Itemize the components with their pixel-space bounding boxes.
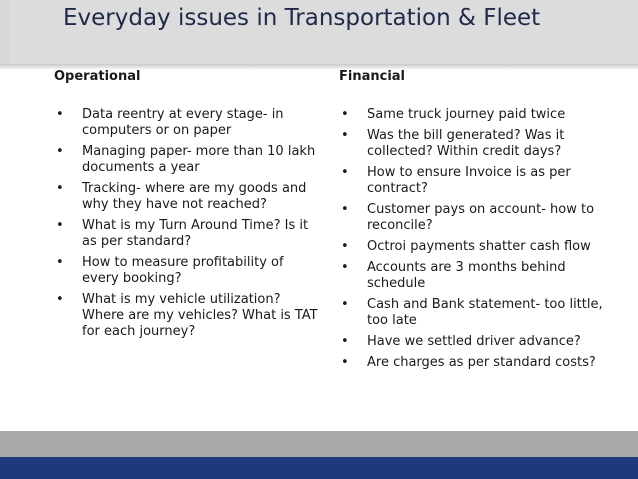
bullet-icon: • (56, 181, 64, 196)
bullet-icon: • (56, 144, 64, 159)
operational-heading: Operational (54, 69, 141, 84)
footer-band-blue (0, 457, 638, 479)
bullet-icon: • (56, 218, 64, 233)
bullet-icon: • (56, 107, 64, 122)
bullet-icon: • (56, 255, 64, 270)
slide-title: Everyday issues in Transportation & Fleet (63, 5, 541, 31)
bullet-icon: • (341, 260, 349, 275)
list-item: • Are charges as per standard costs? (341, 355, 596, 370)
financial-heading: Financial (339, 69, 406, 84)
list-item: • How to measure profitability of every booking? (56, 255, 284, 286)
list-item: • Octroi payments shatter cash flow (341, 239, 591, 254)
bullet-icon: • (341, 202, 349, 217)
list-item: • Customer pays on account- how to reconcile? (341, 202, 595, 233)
footer-band-gray (0, 431, 638, 457)
bullet-icon: • (341, 355, 349, 370)
list-item: • Managing paper- more than 10 lakh documents a year (56, 144, 316, 175)
list-item: • Was the bill generated? Was it collected? Within credit days? (341, 128, 565, 159)
list-item: • Have we settled driver advance? (341, 334, 581, 349)
list-item: • What is my vehicle utilization? Where are my vehicles? What is TAT for each journey? (56, 292, 318, 339)
bullet-icon: • (56, 292, 64, 307)
list-item: • Accounts are 3 months behind schedule (341, 260, 566, 291)
bullet-icon: • (341, 165, 349, 180)
operational-list (54, 107, 319, 340)
financial-column (339, 62, 609, 376)
list-item: • Tracking- where are my goods and why they have not reached? (56, 181, 307, 212)
list-item: • What is my Turn Around Time? Is it as per standard? (56, 218, 309, 249)
list-item: • Cash and Bank statement- too little, too late (341, 297, 603, 328)
bullet-icon: • (341, 107, 349, 122)
bullet-icon: • (341, 128, 349, 143)
list-item: • Same truck journey paid twice (341, 107, 566, 122)
list-item: • How to ensure Invoice is as per contract? (341, 165, 571, 196)
title-bar (0, 0, 638, 64)
operational-column (54, 62, 319, 345)
bullet-icon: • (341, 239, 349, 254)
bullet-icon: • (341, 297, 349, 312)
financial-list (339, 107, 609, 371)
bullet-icon: • (341, 334, 349, 349)
list-item: • Data reentry at every stage- in computers or on paper (56, 107, 284, 138)
